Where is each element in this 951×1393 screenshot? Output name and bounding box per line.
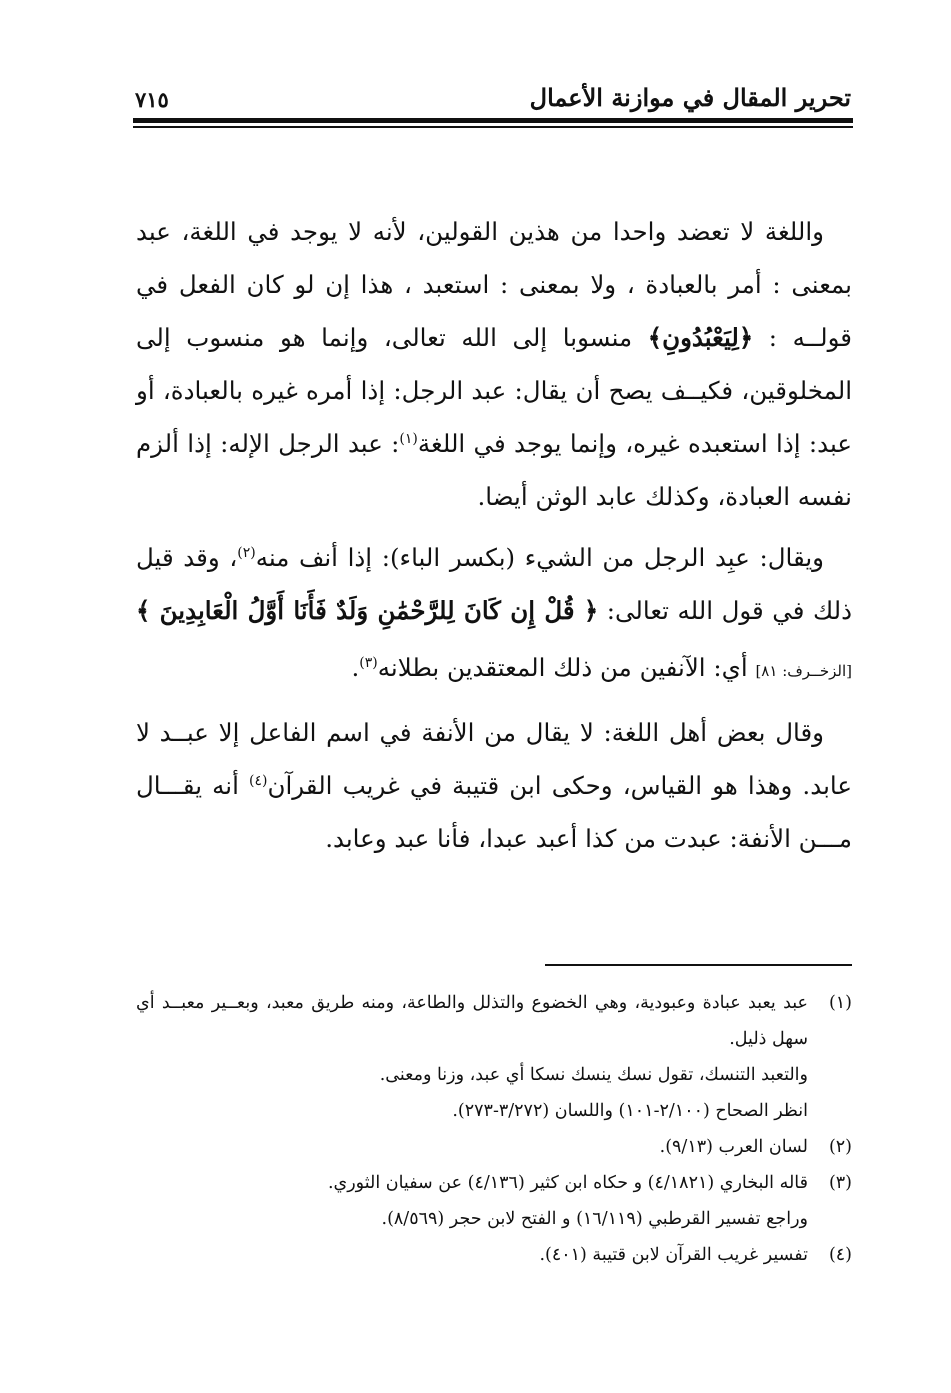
running-header <box>135 72 851 112</box>
page-number: ٧١٥ <box>135 87 169 112</box>
footnote-text: تفسير غريب القرآن لابن قتيبة (٤٠١). <box>539 1245 808 1265</box>
footnote-text: عبد يعبد عبادة وعبودية، وهي الخضوع والتذلل والطاعة، ومنه طريق معبد، وبعــير معبــد أي سهل ذليل. <box>136 993 808 1049</box>
footnote-text: لسان العرب (٩/١٣). <box>659 1137 808 1157</box>
header-rule-thick <box>133 118 853 123</box>
main-text <box>136 205 852 865</box>
footnote-marker[interactable]: (٤) <box>249 772 268 789</box>
quran-quote: ﴿لِيَعْبُدُونِ﴾ <box>647 323 754 352</box>
footnote-continuation: وراجع تفسير القرطبي (١٦/١١٩) و الفتح لابن حجر (٨/٥٦٩). <box>381 1209 808 1229</box>
header-rule-thin <box>133 126 853 128</box>
paragraph-1 <box>136 205 852 523</box>
text-run: : عبد الرجل الإله: إذا ألزم نفسه العبادة، وكذلك عابد الوثن أيضا. <box>136 429 852 511</box>
book-title: تحرير المقال في موازنة الأعمال <box>529 83 851 112</box>
text-run: أنه يقـــال مـــن الأنفة: عبدت من كذا أعبد عبدا، فأنا عبد وعابد. <box>136 771 852 853</box>
paragraph-2 <box>136 531 852 698</box>
text-run: ، وقد قيل ذلك في قول الله تعالى: <box>136 543 852 625</box>
text-run: . <box>351 653 360 682</box>
footnote-number: (٣) <box>828 1173 852 1193</box>
surah-reference: [الزخــرف: ٨١] <box>755 662 852 680</box>
footnote-text: قاله البخاري (٤/١٨٢١) و حكاه ابن كثير (٤/١٣٦) عن سفيان الثوري. <box>327 1173 808 1193</box>
text-run: منسوبا إلى الله تعالى، وإنما هو منسوب إلى المخلوقين، فكيــف يصح أن يقال: عبد الرجل: إذا أمره غيره بالعبادة، أو عبد: إذا استعبده غيره، وإنما يوجد في اللغة <box>136 323 852 458</box>
quran-quote: ﴿ قُلْ إِن كَانَ لِلرَّحْمَٰنِ وَلَدٌ فَأَنَا أَوَّلُ الْعَابِدِينَ ﴾ <box>136 596 599 625</box>
footnote-continuation: انظر الصحاح (٢/١٠٠-١٠١) واللسان (٣/٢٧٢-٢٧٣). <box>452 1101 808 1121</box>
paragraph-3 <box>136 706 852 865</box>
footnote-1 <box>136 985 852 1057</box>
footnote-3 <box>136 1165 852 1201</box>
footnote-number: (٢) <box>828 1137 852 1157</box>
footnote-marker[interactable]: (١) <box>399 430 418 447</box>
footnote-number: (٤) <box>828 1245 852 1265</box>
footnote-continuation: والتعبد التنسك، تقول نسك ينسك نسكا أي عبد، وزنا ومعنى. <box>379 1065 808 1085</box>
footnote-number: (١) <box>828 993 852 1013</box>
text-run: وقال بعض أهل اللغة: لا يقال من الأنفة في اسم الفاعل إلا عبــد لا عابد. وهذا هو القياس، وحكى ابن قتيبة في غريب القرآن <box>136 718 852 800</box>
text-run: واللغة لا تعضد واحدا من هذين القولين، لأنه لا يوجد في اللغة، عبد بمعنى : أمر بالعبادة ، ولا بمعنى : استعبد ، هذا إن لو كان الفعل في قولــه : <box>136 217 852 352</box>
footnote-separator <box>545 964 852 966</box>
footnote-2 <box>136 1129 852 1165</box>
text-run: أي: الآنفين من ذلك المعتقدين بطلانه <box>377 653 756 682</box>
footnote-marker[interactable]: (٢) <box>237 544 256 561</box>
footnote-marker[interactable]: (٣) <box>359 654 378 671</box>
footnote-4 <box>136 1237 852 1273</box>
text-run: ويقال: عبِد الرجل من الشيء (بكسر الباء): إذا أنف منه <box>255 543 825 572</box>
footnotes <box>136 985 852 1273</box>
